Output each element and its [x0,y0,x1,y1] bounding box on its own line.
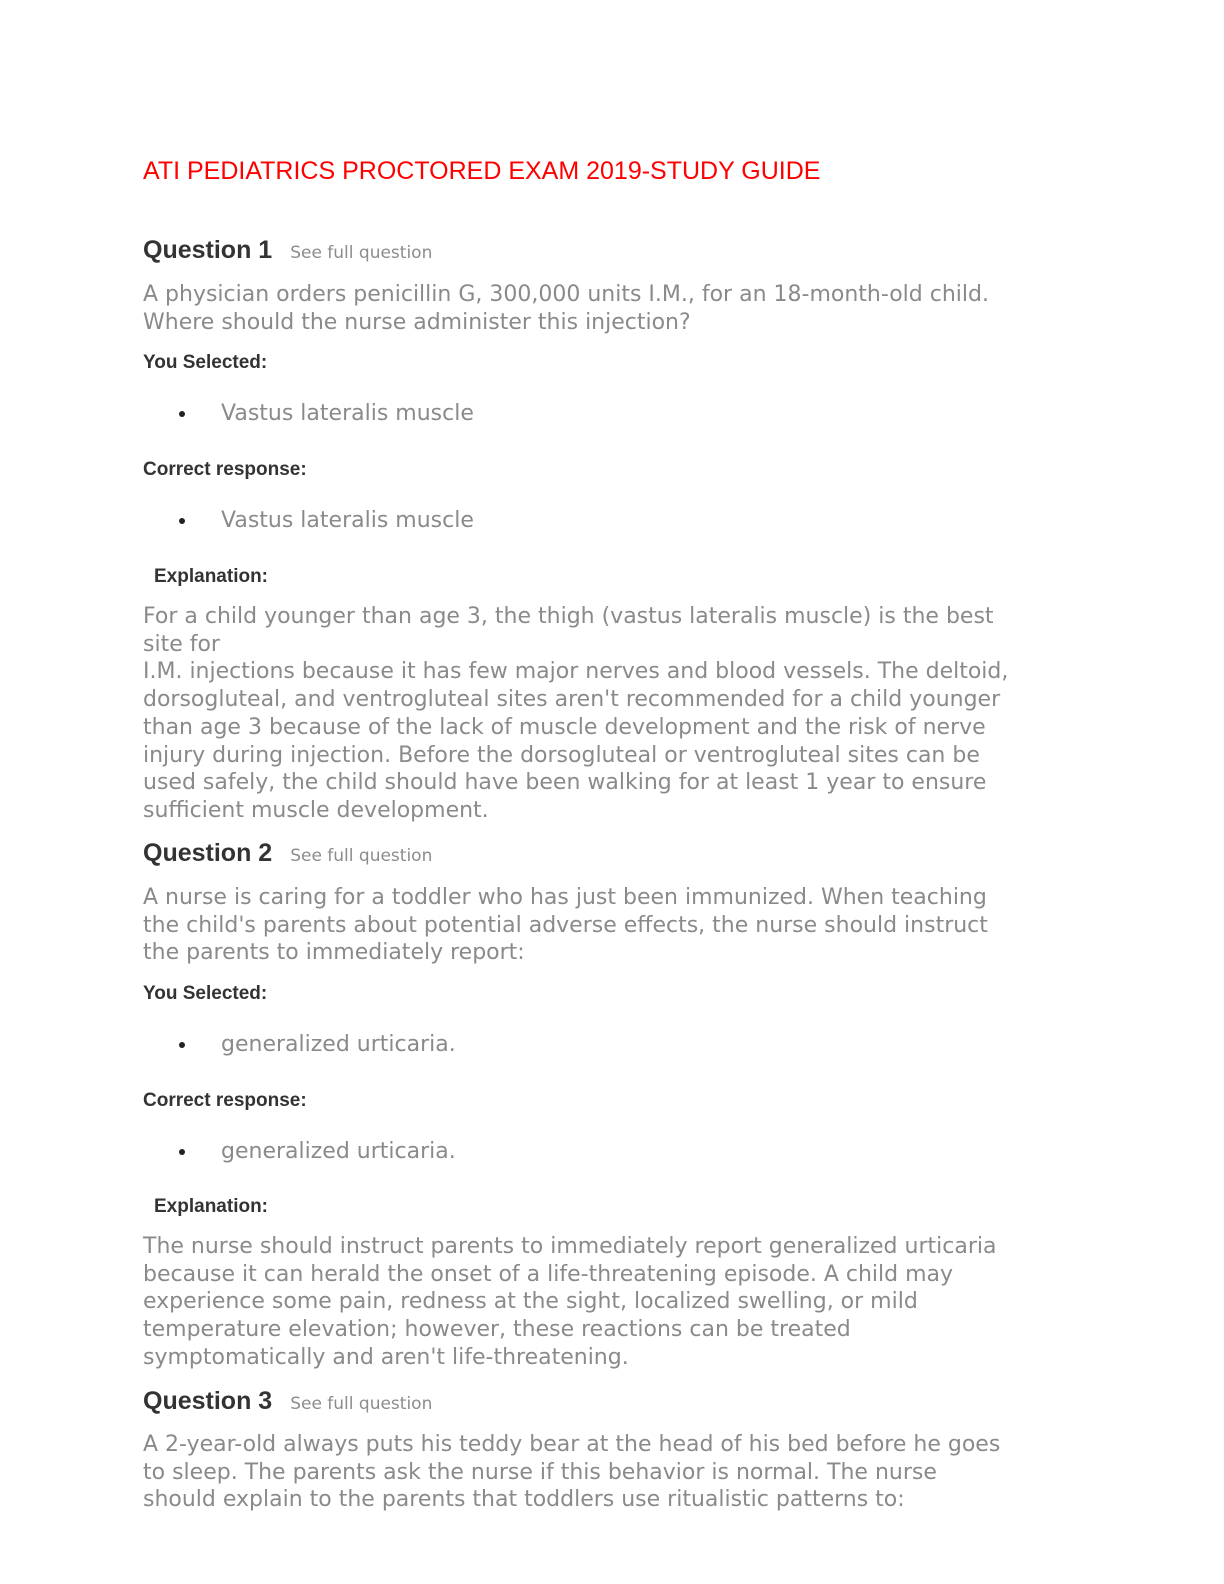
question-text-line: Where should the nurse administer this injection? [143,309,691,335]
selected-answer [179,401,474,426]
question-title: Question 1 [143,236,273,264]
see-full-question-link[interactable]: See full question [290,243,433,263]
see-full-question-link[interactable]: See full question [290,846,433,866]
question-text [143,1431,1083,1514]
explanation-line: used safely, the child should have been walking for at least 1 year to ensure [143,770,987,796]
question-title: Question 3 [143,1387,273,1415]
explanation-line: because it can herald the onset of a life-threatening episode. A child may [143,1261,954,1287]
bullet-icon [179,1149,185,1155]
correct-answer-text: generalized urticaria. [221,1139,456,1164]
explanation-line: For a child younger than age 3, the thigh (vastus lateralis muscle) is the best [143,604,994,629]
explanation-label: Explanation: [154,566,269,587]
you-selected-label: You Selected: [143,352,268,373]
correct-answer-text: Vastus lateralis muscle [221,508,474,533]
selected-answer-text: Vastus lateralis muscle [221,401,474,426]
explanation-line: symptomatically and aren't life-threatening. [143,1344,629,1370]
explanation-line: sufficient muscle development. [143,797,489,823]
question-text-line: A nurse is caring for a toddler who has just been immunized. When teaching [143,885,987,910]
correct-answer [179,1139,456,1164]
see-full-question-link[interactable]: See full question [290,1394,433,1414]
selected-answer [179,1032,456,1057]
explanation-line: dorsogluteal, and ventrogluteal sites aren't recommended for a child younger [143,687,1001,713]
question-text-line: the child's parents about potential adverse effects, the nurse should instruct [143,912,988,938]
question-text-line: to sleep. The parents ask the nurse if this behavior is normal. The nurse [143,1459,937,1485]
question-text-line: A physician orders penicillin G, 300,000 units I.M., for an 18-month-old child. [143,282,989,307]
explanation-line: The nurse should instruct parents to immediately report generalized urticaria [143,1234,997,1259]
explanation-line: temperature elevation; however, these reactions can be treated [143,1317,851,1343]
explanation-text [143,1233,1083,1372]
bullet-icon [179,518,185,524]
explanation-label: Explanation: [154,1196,269,1217]
bullet-icon [179,411,185,417]
explanation-line: than age 3 because of the lack of muscle development and the risk of nerve [143,714,986,740]
you-selected-label: You Selected: [143,983,268,1004]
explanation-line: site for [143,631,220,657]
explanation-line: I.M. injections because it has few major nerves and blood vessels. The deltoid, [143,659,1009,685]
question-text-line: the parents to immediately report: [143,940,525,966]
selected-answer-text: generalized urticaria. [221,1032,456,1057]
question-text-line: A 2-year-old always puts his teddy bear at the head of his bed before he goes [143,1432,1001,1457]
correct-response-label: Correct response: [143,459,307,480]
question-header [143,1387,432,1416]
correct-answer [179,508,474,533]
document-title: ATI PEDIATRICS PROCTORED EXAM 2019-STUDY GUIDE [143,157,821,185]
bullet-icon [179,1042,185,1048]
question-title: Question 2 [143,839,273,867]
correct-response-label: Correct response: [143,1090,307,1111]
question-text [143,884,1083,967]
question-header [143,839,432,868]
explanation-line: injury during injection. Before the dorsogluteal or ventrogluteal sites can be [143,742,980,768]
explanation-text [143,603,1083,825]
question-text [143,281,1083,336]
question-text-line: should explain to the parents that toddlers use ritualistic patterns to: [143,1487,905,1513]
explanation-line: experience some pain, redness at the sight, localized swelling, or mild [143,1289,918,1315]
question-header [143,236,432,265]
